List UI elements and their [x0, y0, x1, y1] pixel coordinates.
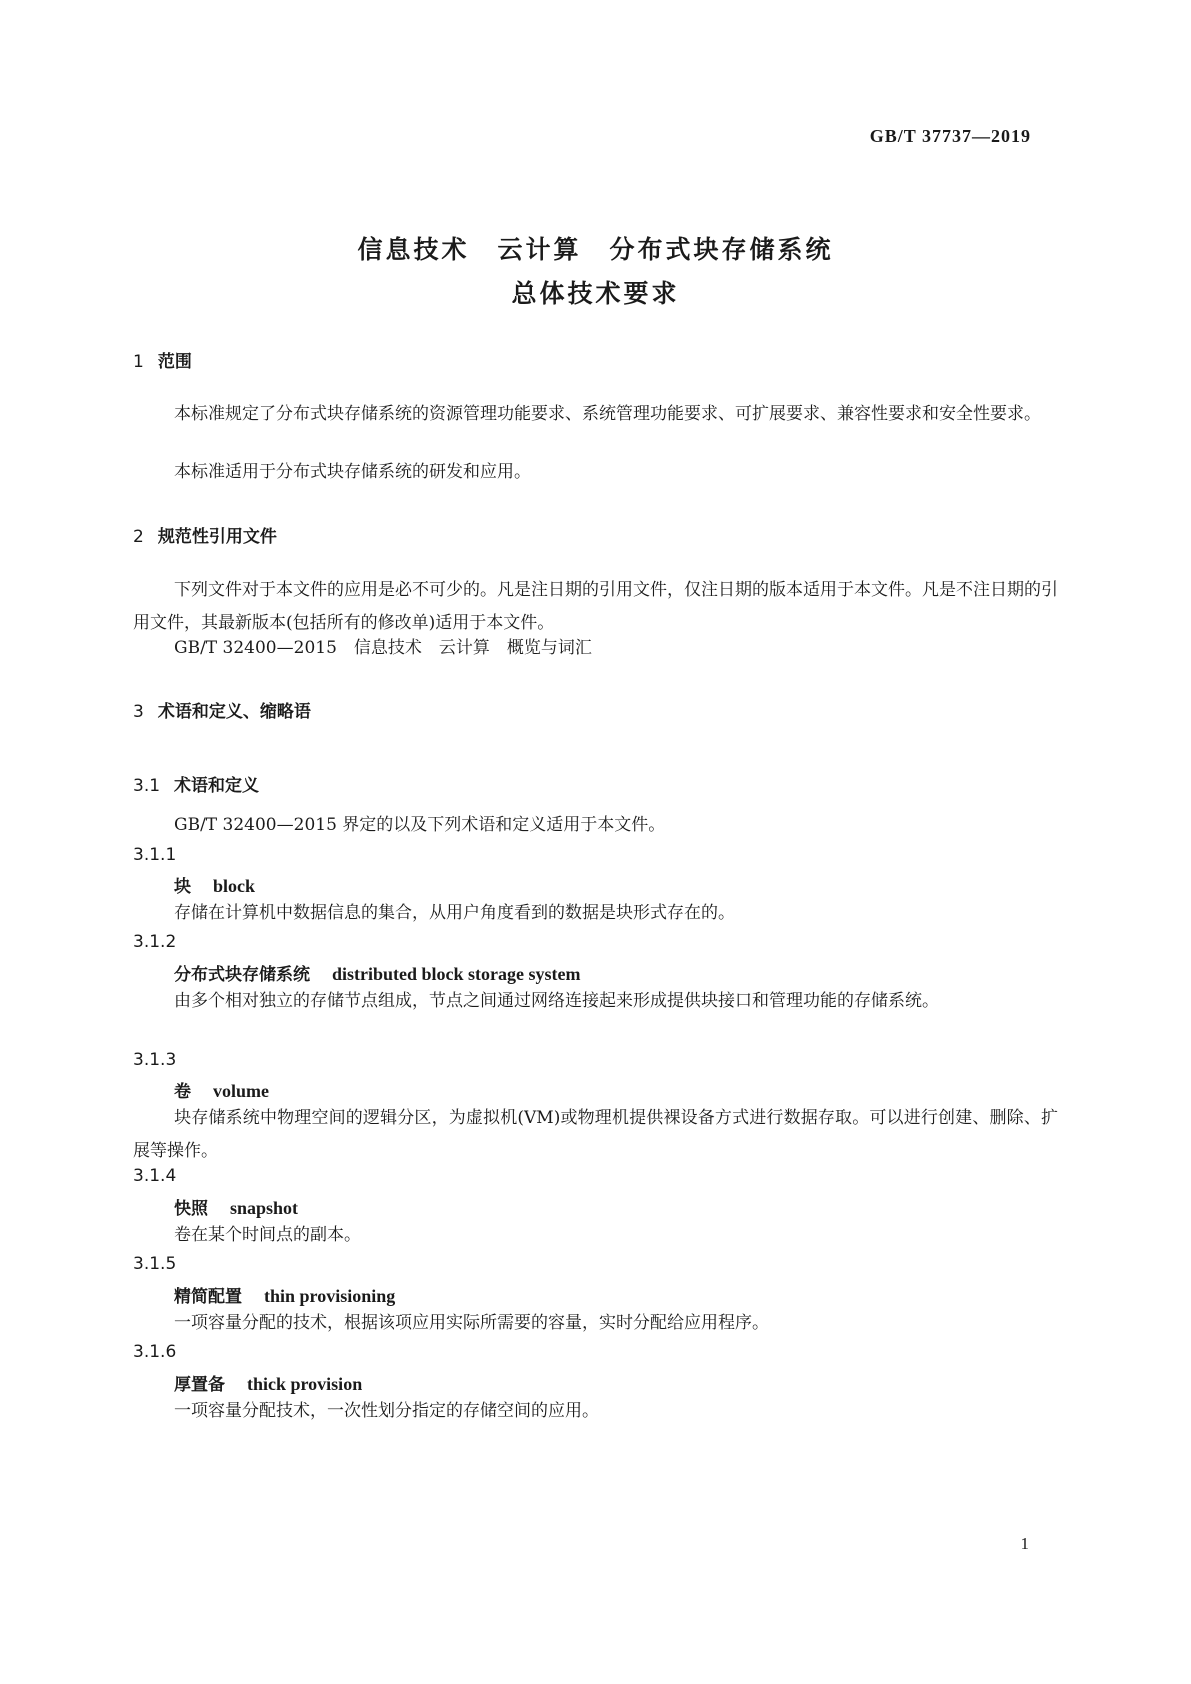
term-definition	[133, 897, 1058, 930]
term-heading	[174, 960, 581, 985]
term-en: block	[213, 876, 256, 896]
definition-text: 一项容量分配技术，一次性划分指定的存储空间的应用。	[174, 1401, 599, 1421]
term-definition	[133, 1307, 1058, 1340]
term-en: thin provisioning	[264, 1286, 396, 1306]
term-number: 3.1.3	[133, 1050, 177, 1070]
definition-text: 一项容量分配的技术，根据该项应用实际所需要的容量，实时分配给应用程序。	[174, 1313, 769, 1333]
section-1-paragraph-2	[133, 456, 1058, 489]
section-2-paragraph-1	[133, 574, 1058, 640]
definition-text: 由多个相对独立的存储节点组成，节点之间通过网络连接起来形成提供块接口和管理功能的存储系统。	[174, 991, 939, 1011]
section-number: 3.1	[133, 776, 161, 796]
term-heading	[174, 1282, 395, 1307]
term-number: 3.1.6	[133, 1342, 177, 1362]
term-heading	[174, 872, 255, 897]
definition-text: 存储在计算机中数据信息的集合，从用户角度看到的数据是块形式存在的。	[174, 903, 735, 923]
term-heading	[174, 1370, 362, 1395]
term-en: distributed block storage system	[332, 964, 581, 984]
term-en: thick provision	[247, 1374, 363, 1394]
term-number: 3.1.2	[133, 932, 177, 952]
term-number: 3.1.4	[133, 1166, 177, 1186]
term-zh: 卷	[174, 1082, 191, 1102]
section-title: 术语和定义	[174, 776, 260, 796]
section-number: 3	[133, 702, 144, 722]
paragraph-text: 下列文件对于本文件的应用是必不可少的。凡是注日期的引用文件，仅注日期的版本适用于本文件。凡是不注日期的引用文件，其最新版本(包括所有的修改单)适用于本文件。	[133, 580, 1058, 633]
term-zh: 分布式块存储系统	[174, 965, 310, 985]
section-title: 规范性引用文件	[157, 527, 277, 547]
paragraph-text: 本标准适用于分布式块存储系统的研发和应用。	[174, 462, 531, 482]
term-en: snapshot	[230, 1198, 299, 1218]
section-title: 术语和定义、缩略语	[157, 702, 311, 722]
term-number: 3.1.1	[133, 845, 177, 865]
document-title-line-2: 总体技术要求	[511, 279, 680, 308]
term-number: 3.1.5	[133, 1254, 177, 1274]
term-heading	[174, 1194, 298, 1219]
section-3-1-paragraph-1	[133, 809, 1058, 842]
term-zh: 精简配置	[174, 1287, 242, 1307]
paragraph-text: 本标准规定了分布式块存储系统的资源管理功能要求、系统管理功能要求、可扩展要求、兼容性要求和安全性要求。	[174, 404, 1041, 424]
section-1-paragraph-1	[133, 398, 1058, 431]
definition-text: 块存储系统中物理空间的逻辑分区，为虚拟机(VM)或物理机提供裸设备方式进行数据存取。可以进行创建、删除、扩展等操作。	[133, 1108, 1058, 1161]
standard-number: GB/T 37737—2019	[869, 126, 1031, 146]
term-definition	[133, 1102, 1058, 1168]
term-zh: 快照	[174, 1199, 208, 1219]
normative-reference	[133, 632, 1058, 665]
term-definition	[133, 1395, 1058, 1428]
term-zh: 厚置备	[174, 1375, 225, 1395]
section-number: 1	[133, 352, 144, 372]
definition-text: 卷在某个时间点的副本。	[174, 1225, 361, 1245]
term-heading	[174, 1077, 269, 1102]
section-3-1-heading	[133, 771, 259, 796]
term-definition	[133, 1219, 1058, 1252]
term-en: volume	[213, 1081, 269, 1101]
document-title-line-1: 信息技术 云计算 分布式块存储系统	[357, 235, 834, 264]
section-title: 范围	[157, 352, 192, 372]
section-3-heading	[133, 697, 311, 722]
page-number: 1	[1020, 1534, 1029, 1553]
term-definition	[133, 985, 1058, 1018]
reference-text: GB/T 32400—2015 信息技术 云计算 概览与词汇	[174, 638, 592, 658]
term-zh: 块	[174, 877, 191, 897]
section-2-heading	[133, 522, 277, 547]
paragraph-text: GB/T 32400—2015 界定的以及下列术语和定义适用于本文件。	[174, 815, 666, 835]
section-1-heading	[133, 347, 192, 372]
section-number: 2	[133, 527, 144, 547]
